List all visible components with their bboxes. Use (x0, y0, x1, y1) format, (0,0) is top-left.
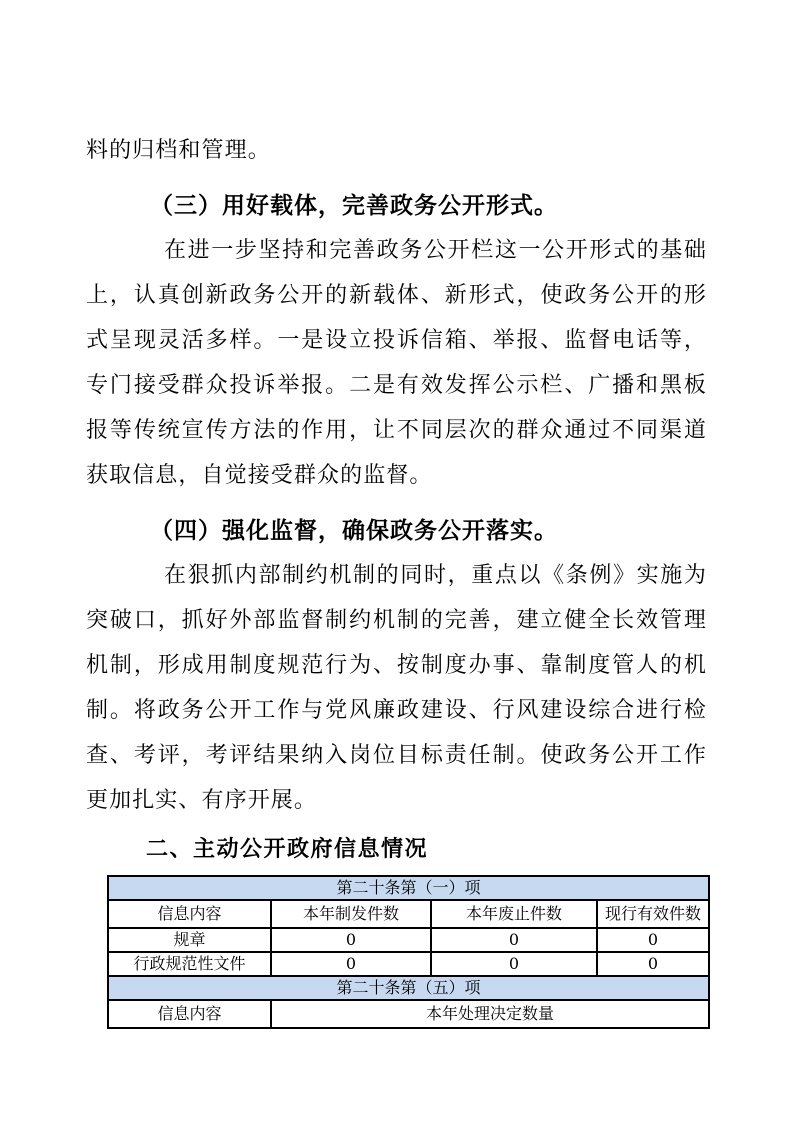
header-repealed-this-year: 本年废止件数 (431, 900, 597, 928)
table-row-headers-item1 (108, 900, 709, 928)
header-currently-effective: 现行有效件数 (597, 900, 709, 928)
paragraph-archive-tail: 料的归档和管理。 (86, 138, 271, 163)
cell-regulations-label: 规章 (108, 928, 271, 952)
header-decisions-this-year: 本年处理决定数量 (271, 1000, 709, 1028)
cell-regulations-repealed: 0 (431, 928, 597, 952)
disclosure-info-table (107, 875, 710, 1029)
cell-regulations-effective: 0 (597, 928, 709, 952)
cell-normative-issued: 0 (271, 952, 431, 976)
paragraph-section-three: 在进一步坚持和完善政务公开栏这一公开形式的基础上，认真创新政务公开的新载体、新形式，使政务公开的形式呈现灵活多样。一是设立投诉信箱、举报、监督电话等，专门接受群众投诉举报。二是有效发挥公示栏、广播和黑板报等传统宣传方法的作用，让不同层次的群众通过不同渠道获取信息，自觉接受群众的监督。 (86, 238, 707, 488)
heading-section-four: （四）强化监督，确保政务公开落实。 (150, 517, 558, 544)
cell-normative-repealed: 0 (431, 952, 597, 976)
cell-normative-label: 行政规范性文件 (108, 952, 271, 976)
table-row-headers-item5 (108, 1000, 709, 1028)
band-article20-item1: 第二十条第（一）项 (108, 876, 709, 900)
cell-normative-effective: 0 (597, 952, 709, 976)
heading-section-three: （三）用好载体，完善政务公开形式。 (150, 192, 558, 219)
table-row-regulations (108, 928, 709, 952)
header-info-content: 信息内容 (108, 900, 271, 928)
header-info-content-2: 信息内容 (108, 1000, 271, 1028)
table-row-band-article20-item5 (108, 976, 709, 1000)
cell-regulations-issued: 0 (271, 928, 431, 952)
table-row-band-article20-item1 (108, 876, 709, 900)
band-article20-item5: 第二十条第（五）项 (108, 976, 709, 1000)
paragraph-section-four: 在狠抓内部制约机制的同时，重点以《条例》实施为突破口，抓好外部监督制约机制的完善，建立健全长效管理机制，形成用制度规范行为、按制度办事、靠制度管人的机制。将政务公开工作与党风廉政建设、行风建设综合进行检查、考评，考评结果纳入岗位目标责任制。使政务公开工作更加扎实、有序开展。 (86, 563, 707, 813)
header-issued-this-year: 本年制发件数 (271, 900, 431, 928)
heading-active-disclosure: 二、主动公开政府信息情况 (146, 837, 429, 862)
table-row-normative-documents (108, 952, 709, 976)
